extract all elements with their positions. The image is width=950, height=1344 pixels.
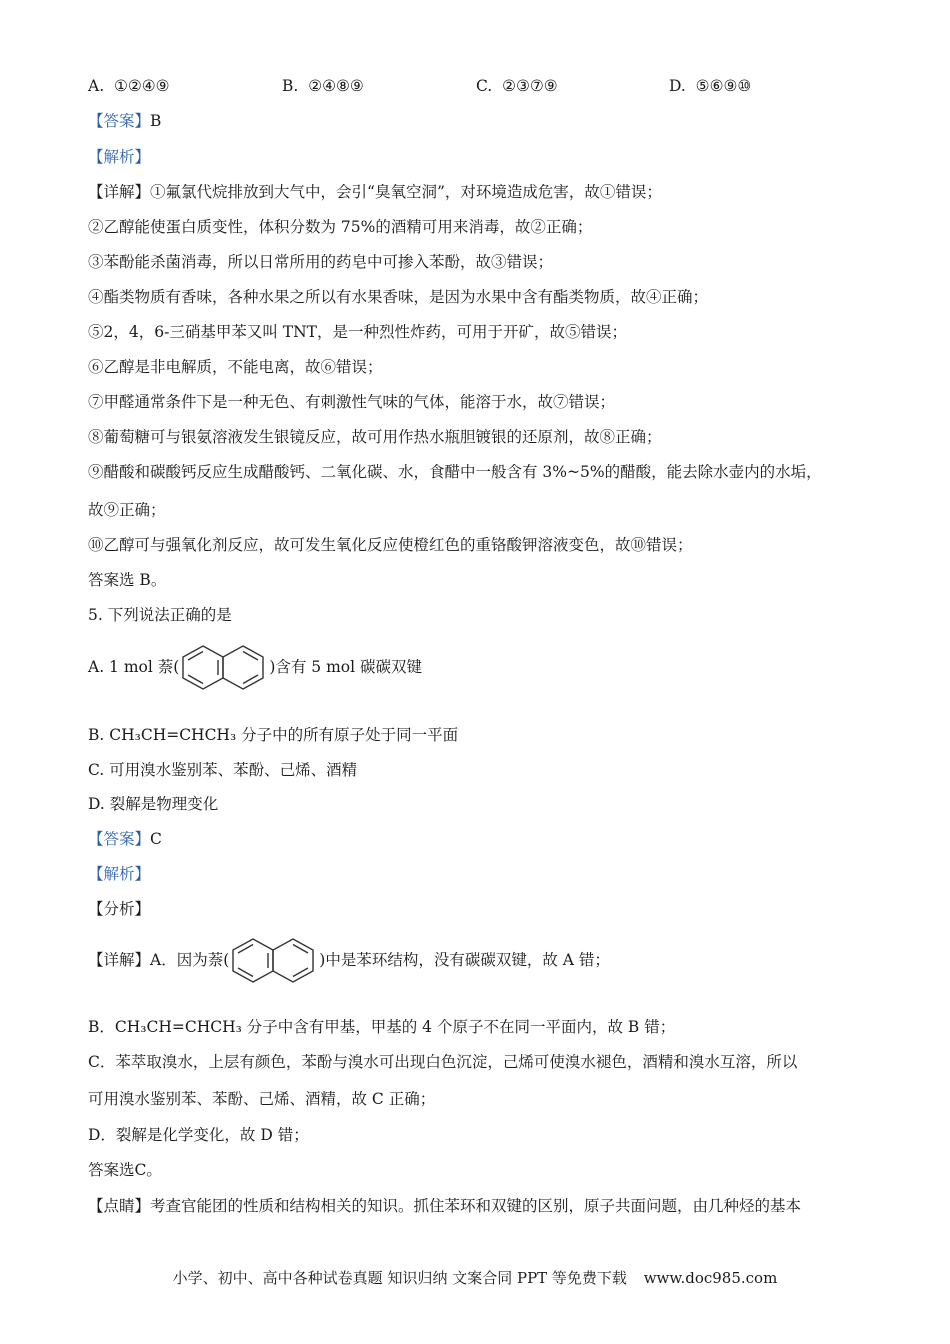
q4-detail-line-11: ⑩乙醇可与强氧化剂反应，故可发生氧化反应使橙红色的重铬酸钾溶液变色，故⑩错误；: [88, 536, 693, 554]
q5-option-d: D. 裂解是物理变化: [88, 795, 219, 813]
q5-dianjing: 【点睛】考查官能团的性质和结构相关的知识。抓住苯环和双键的区别，原子共面问题，由几种烃的基本: [88, 1197, 802, 1215]
q4-answer: 【答案】B: [88, 112, 162, 130]
q4-detail-line-7: ⑦甲醛通常条件下是一种无色、有刺激性气味的气体，能溶于水，故⑦错误；: [88, 393, 616, 411]
q4-analysis-tag: 【解析】: [88, 148, 151, 166]
q4-detail-line-10: 故⑨正确；: [88, 501, 166, 519]
footer-url[interactable]: www.doc985.com: [643, 1269, 778, 1287]
q4-option-a: A. ①②④⑨: [88, 77, 170, 95]
q5-answer: 【答案】C: [88, 830, 162, 848]
q4-final-answer: 答案选 B。: [88, 571, 167, 589]
q4-detail-line-8: ⑧葡萄糖可与银氨溶液发生银镜反应，故可用作热水瓶胆镀银的还原剂，故⑧正确；: [88, 428, 662, 446]
q4-detail-line-1: 【详解】①氟氯代烷排放到大气中，会引“臭氧空洞”，对环境造成危害，故①错误；: [88, 183, 662, 201]
q5-detail-c-line-1: C．苯萃取溴水，上层有颜色，苯酚与溴水可出现白色沉淀，己烯可使溴水褪色，酒精和溴水互溶，所以: [88, 1053, 798, 1071]
q4-option-b: B. ②④⑧⑨: [282, 77, 364, 95]
q5-stem: 5. 下列说法正确的是: [88, 606, 232, 624]
q5-fenxi-tag: 【分析】: [88, 900, 151, 918]
q4-option-d: D. ⑤⑥⑨⑩: [669, 77, 752, 95]
q5-option-c: C. 可用溴水鉴别苯、苯酚、己烯、酒精: [88, 761, 358, 779]
q4-detail-line-9: ⑨醋酸和碳酸钙反应生成醋酸钙、二氧化碳、水，食醋中一般含有 3%~5%的醋酸，能去除水壶内的水垢，: [88, 463, 822, 481]
q5-detail-b: B．CH₃CH=CHCH₃ 分子中含有甲基，甲基的 4 个原子不在同一平面内，故 B 错；: [88, 1018, 676, 1036]
naphthalene-structure-icon: [179, 642, 269, 692]
q4-detail-line-3: ③苯酚能杀菌消毒，所以日常所用的药皂中可掺入苯酚，故③错误；: [88, 253, 554, 271]
q4-detail-line-6: ⑥乙醇是非电解质，不能电离，故⑥错误；: [88, 358, 383, 376]
q4-detail-line-4: ④酯类物质有香味，各种水果之所以有水果香味，是因为水果中含有酯类物质，故④正确；: [88, 288, 709, 306]
q5-detail-d: D．裂解是化学变化，故 D 错；: [88, 1126, 309, 1144]
q4-detail-line-2: ②乙醇能使蛋白质变性，体积分数为 75%的酒精可用来消毒，故②正确；: [88, 218, 593, 236]
q5-final-answer: 答案选C。: [88, 1161, 162, 1179]
q5-analysis-tag: 【解析】: [88, 865, 151, 883]
q4-option-c: C. ②③⑦⑨: [476, 77, 558, 95]
q5-option-b: B. CH₃CH=CHCH₃ 分子中的所有原子处于同一平面: [88, 726, 459, 744]
footer-text: 小学、初中、高中各种试卷真题 知识归纳 文案合同 PPT 等免费下载: [172, 1269, 627, 1287]
page-footer: [0, 1268, 950, 1288]
q5-option-a: A. 1 mol 萘( )含有 5 mol 碳碳双键: [88, 642, 422, 692]
q5-detail-a: 【详解】 A．因为萘( )中是苯环结构，没有碳碳双键，故 A 错；: [88, 935, 610, 985]
q4-detail-line-5: ⑤2，4，6-三硝基甲苯又叫 TNT，是一种烈性炸药，可用于开矿，故⑤错误；: [88, 323, 627, 341]
q5-detail-c-line-2: 可用溴水鉴别苯、苯酚、己烯、酒精，故 C 正确；: [88, 1090, 436, 1108]
naphthalene-structure-icon: [229, 935, 319, 985]
